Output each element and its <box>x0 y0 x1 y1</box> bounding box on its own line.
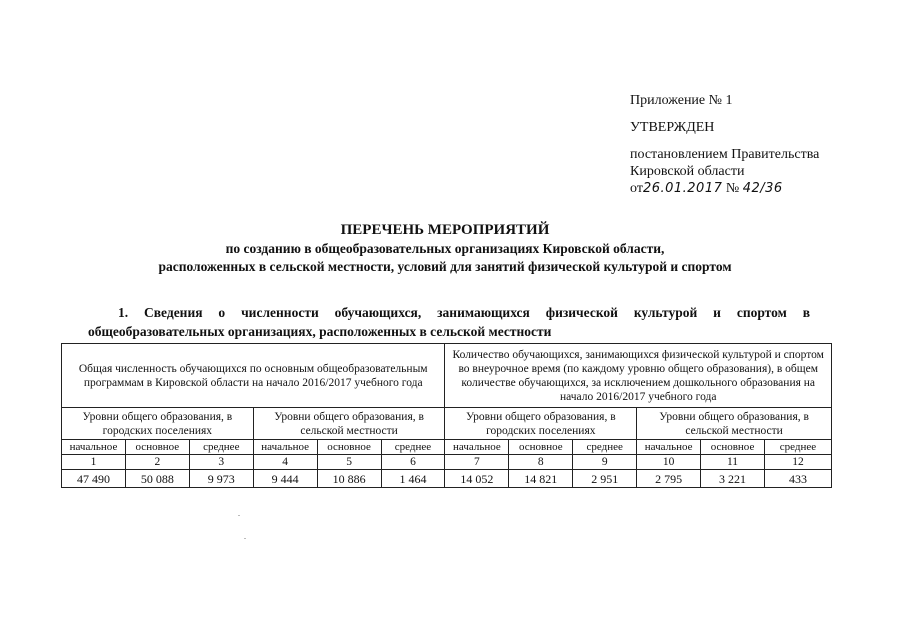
column-number-cell: 3 <box>189 455 253 470</box>
column-number-cell: 12 <box>764 455 831 470</box>
value-cell: 14 821 <box>509 470 573 488</box>
handwritten-number: 42/36 <box>742 181 783 196</box>
value-cell: 2 951 <box>573 470 637 488</box>
column-number-cell: 6 <box>381 455 445 470</box>
column-number-cell: 8 <box>509 455 573 470</box>
level-cell: основное <box>317 440 381 455</box>
header-urban-2: Уровни общего образования, в городских поселениях <box>445 408 637 440</box>
value-cell: 47 490 <box>62 470 126 488</box>
table-column-number-row <box>62 455 832 470</box>
level-cell: среднее <box>764 440 831 455</box>
number-prefix: № <box>725 181 740 196</box>
column-number-cell: 9 <box>573 455 637 470</box>
handwritten-date: 26.01.2017 <box>642 181 723 196</box>
document-title <box>60 220 830 276</box>
value-cell: 50 088 <box>125 470 189 488</box>
table-level-header-row <box>62 440 832 455</box>
level-cell: начальное <box>637 440 701 455</box>
header-sport-students: Количество обучающихся, занимающихся физической культурой и спортом во внеурочное время (по каждому уровню общего образования), в общем количестве обучающихся, за исключением дошкольного образования на начало 2016/2017 учебного года <box>445 344 832 408</box>
table-subgroup-header-row <box>62 408 832 440</box>
section-heading: 1. Сведения о численности обучающихся, занимающихся физической культурой и спортом в общеобразовательных организациях, расположенных в сельской местности <box>88 305 810 339</box>
value-cell: 1 464 <box>381 470 445 488</box>
column-number-cell: 5 <box>317 455 381 470</box>
level-cell: среднее <box>381 440 445 455</box>
title-main: ПЕРЕЧЕНЬ МЕРОПРИЯТИЙ <box>340 222 550 238</box>
level-cell: среднее <box>189 440 253 455</box>
level-cell: начальное <box>253 440 317 455</box>
value-cell: 14 052 <box>445 470 509 488</box>
title-sub-1: по созданию в общеобразовательных организациях Кировской области, <box>225 241 665 256</box>
level-cell: среднее <box>573 440 637 455</box>
value-cell: 10 886 <box>317 470 381 488</box>
value-cell: 433 <box>764 470 831 488</box>
scan-speck <box>238 515 240 516</box>
resolution-label: постановлением Правительства <box>630 147 820 162</box>
level-cell: основное <box>701 440 765 455</box>
table-group-header-row <box>62 344 832 408</box>
approved-label: УТВЕРЖДЕН <box>630 120 715 135</box>
header-total-students: Общая численность обучающихся по основным общеобразовательным программам в Кировской области на начало 2016/2017 учебного года <box>62 344 445 408</box>
level-cell: начальное <box>62 440 126 455</box>
value-cell: 9 444 <box>253 470 317 488</box>
value-cell: 3 221 <box>701 470 765 488</box>
title-sub-2: расположенных в сельской местности, условий для занятий физической культурой и спортом <box>158 259 732 274</box>
level-cell: основное <box>509 440 573 455</box>
approval-block <box>630 92 890 197</box>
value-cell: 9 973 <box>189 470 253 488</box>
column-number-cell: 11 <box>701 455 765 470</box>
column-number-cell: 10 <box>637 455 701 470</box>
level-cell: начальное <box>445 440 509 455</box>
appendix-label: Приложение № 1 <box>630 93 733 108</box>
column-number-cell: 1 <box>62 455 126 470</box>
region-label: Кировской области <box>630 164 745 179</box>
date-number-line <box>630 180 890 197</box>
column-number-cell: 4 <box>253 455 317 470</box>
header-rural-1: Уровни общего образования, в сельской местности <box>253 408 445 440</box>
value-cell: 2 795 <box>637 470 701 488</box>
date-prefix: от <box>630 181 643 196</box>
header-rural-2: Уровни общего образования, в сельской местности <box>637 408 832 440</box>
level-cell: основное <box>125 440 189 455</box>
scan-speck <box>244 538 246 539</box>
header-urban-1: Уровни общего образования, в городских поселениях <box>62 408 254 440</box>
table-row <box>62 470 832 488</box>
statistics-table <box>61 343 832 488</box>
column-number-cell: 2 <box>125 455 189 470</box>
column-number-cell: 7 <box>445 455 509 470</box>
